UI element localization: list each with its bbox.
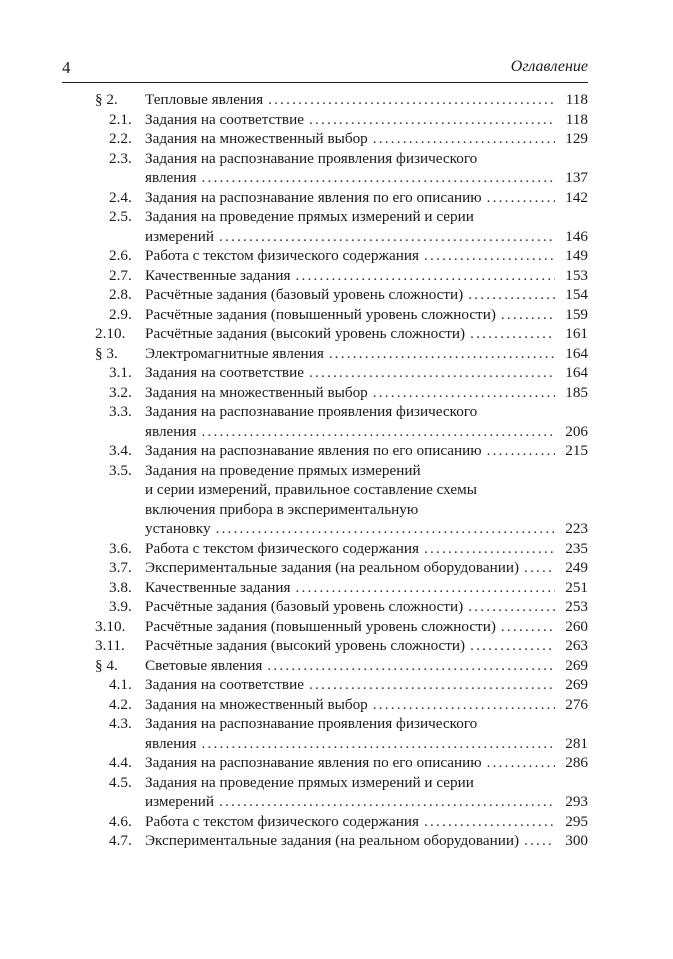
toc-entry-title: Работа с текстом физического содержания bbox=[145, 247, 419, 264]
toc-entry-number: 3.5. bbox=[109, 461, 132, 479]
dot-leader bbox=[219, 792, 555, 812]
toc-entry-number: 4.7. bbox=[109, 832, 132, 849]
toc-page-number: 286 bbox=[565, 754, 588, 771]
dot-leader bbox=[309, 110, 555, 130]
toc-subsection-entry[interactable] bbox=[95, 773, 588, 812]
toc-entry-title: Экспериментальные задания (на реальном оборудовании) bbox=[145, 559, 520, 576]
toc-subsection-entry[interactable] bbox=[95, 753, 588, 773]
toc-entry-number: 2.4. bbox=[109, 188, 132, 206]
toc-line-content bbox=[145, 324, 588, 344]
toc-section-entry[interactable] bbox=[95, 656, 588, 676]
toc-line bbox=[95, 480, 588, 500]
toc-line-content bbox=[145, 207, 588, 227]
toc-entry-title: Расчётные задания (базовый уровень сложности) bbox=[145, 286, 464, 303]
dot-leader bbox=[424, 246, 555, 266]
toc-line-content bbox=[145, 597, 588, 617]
toc-line-content bbox=[145, 285, 588, 305]
toc-section-entry[interactable] bbox=[95, 344, 588, 364]
toc-line bbox=[95, 422, 588, 442]
toc-subsection-entry[interactable] bbox=[95, 188, 588, 208]
toc-page-number: 269 bbox=[565, 656, 588, 674]
toc-line bbox=[95, 227, 588, 247]
toc-entry-title: явления bbox=[145, 169, 197, 186]
toc-entry-number: 2.6. bbox=[109, 247, 132, 264]
toc-subsection-entry[interactable] bbox=[95, 597, 588, 617]
toc-line-content bbox=[145, 227, 588, 247]
toc-page-number: 154 bbox=[565, 286, 588, 303]
toc-entry-number: 2.9. bbox=[109, 305, 132, 323]
toc-entry-title: Работа с текстом физического содержания bbox=[145, 539, 419, 557]
toc-page-number: 164 bbox=[565, 364, 588, 381]
toc-page-number: 159 bbox=[565, 305, 588, 323]
dot-leader bbox=[216, 519, 555, 539]
dot-leader bbox=[424, 812, 555, 832]
dot-leader bbox=[309, 363, 555, 383]
toc-line bbox=[95, 383, 588, 403]
toc-line bbox=[95, 753, 588, 773]
toc-subsection-entry[interactable] bbox=[95, 305, 588, 325]
toc-page-number: 137 bbox=[565, 169, 588, 186]
toc-subsection-entry[interactable] bbox=[95, 539, 588, 559]
toc-page-number: 263 bbox=[565, 637, 588, 654]
toc-line-content bbox=[145, 149, 588, 169]
dot-leader bbox=[470, 636, 555, 656]
toc-line bbox=[95, 500, 588, 520]
dot-leader bbox=[424, 539, 555, 559]
toc-line bbox=[95, 266, 588, 286]
toc-entry-number: 3.4. bbox=[109, 442, 132, 459]
running-title: Оглавление bbox=[510, 58, 588, 75]
toc-entry-title: Работа с текстом физического содержания bbox=[145, 812, 419, 830]
toc-entry-number: 4.4. bbox=[109, 754, 132, 771]
toc-line-content bbox=[145, 461, 588, 481]
toc-line-content bbox=[145, 714, 588, 734]
toc-page-number: 223 bbox=[565, 520, 588, 537]
toc-line-content bbox=[145, 675, 588, 695]
toc-page-number: 276 bbox=[565, 695, 588, 713]
dot-leader bbox=[202, 422, 555, 442]
toc-entry-title: Расчётные задания (повышенный уровень сложности) bbox=[145, 305, 496, 323]
dot-leader bbox=[373, 129, 555, 149]
toc-line bbox=[95, 519, 588, 539]
toc-entry-number: 4.2. bbox=[109, 695, 132, 713]
toc-page-number: 215 bbox=[565, 442, 588, 459]
toc-page-number: 142 bbox=[565, 188, 588, 206]
toc-subsection-entry[interactable] bbox=[95, 695, 588, 715]
toc-line-content bbox=[145, 90, 588, 110]
toc-line-content bbox=[145, 188, 588, 208]
toc-subsection-entry[interactable] bbox=[95, 831, 588, 851]
toc-entry-title: включения прибора в экспериментальную bbox=[145, 500, 419, 518]
toc-page-number: 206 bbox=[565, 422, 588, 440]
toc-entry-title: Световые явления bbox=[145, 656, 263, 674]
toc-entry-title: Задания на множественный выбор bbox=[145, 130, 368, 147]
toc-line bbox=[95, 792, 588, 812]
toc-line bbox=[95, 188, 588, 208]
toc-subsection-entry[interactable] bbox=[95, 383, 588, 403]
toc-entry-title: установку bbox=[145, 520, 211, 537]
toc-page-number: 281 bbox=[565, 734, 588, 752]
toc-line-content bbox=[145, 344, 588, 364]
toc-entry-title: явления bbox=[145, 422, 197, 440]
toc-entry-title: Задания на распознавание проявления физического bbox=[145, 403, 478, 420]
toc-page-number: 153 bbox=[565, 266, 588, 284]
dot-leader bbox=[309, 675, 555, 695]
toc-line-content bbox=[145, 441, 588, 461]
dot-leader bbox=[468, 285, 555, 305]
toc-entry-title: Задания на распознавание проявления физического bbox=[145, 149, 478, 167]
toc-entry-number: 3.6. bbox=[109, 539, 132, 557]
toc-page-number: 235 bbox=[565, 539, 588, 557]
toc-line bbox=[95, 636, 588, 656]
toc-line-content bbox=[145, 773, 588, 793]
toc-line-content bbox=[145, 558, 588, 578]
toc-line bbox=[95, 207, 588, 227]
toc-subsection-entry[interactable] bbox=[95, 207, 588, 246]
toc-entry-title: Расчётные задания (высокий уровень сложности) bbox=[145, 637, 466, 654]
toc-entry-title: измерений bbox=[145, 227, 214, 245]
toc-entry-number: § 4. bbox=[95, 656, 118, 674]
toc-subsection-entry[interactable] bbox=[95, 285, 588, 305]
toc-line bbox=[95, 773, 588, 793]
toc-line bbox=[95, 168, 588, 188]
dot-leader bbox=[487, 188, 555, 208]
toc-entry-number: 4.6. bbox=[109, 812, 132, 830]
toc-page-number: 260 bbox=[565, 617, 588, 635]
toc-entry-title: Задания на распознавание явления по его описанию bbox=[145, 442, 482, 459]
toc-entry-title: Расчётные задания (высокий уровень сложности) bbox=[145, 325, 466, 342]
toc-line bbox=[95, 695, 588, 715]
dot-leader bbox=[202, 168, 555, 188]
toc-entry-title: Электромагнитные явления bbox=[145, 344, 324, 362]
dot-leader bbox=[295, 266, 555, 286]
toc-line bbox=[95, 831, 588, 851]
table-of-contents bbox=[95, 90, 588, 851]
toc-entry-title: Задания на распознавание проявления физического bbox=[145, 715, 478, 732]
toc-subsection-entry[interactable] bbox=[95, 714, 588, 753]
toc-line bbox=[95, 90, 588, 110]
toc-entry-number: 4.1. bbox=[109, 676, 132, 693]
toc-entry-number: 3.1. bbox=[109, 364, 132, 381]
toc-line bbox=[95, 714, 588, 734]
toc-line-content bbox=[145, 480, 588, 500]
toc-entry-title: Качественные задания bbox=[145, 266, 291, 284]
dot-leader bbox=[373, 695, 555, 715]
dot-leader bbox=[524, 831, 555, 851]
toc-page-number: 251 bbox=[565, 578, 588, 596]
toc-entry-title: Задания на проведение прямых измерений и серии bbox=[145, 773, 474, 791]
toc-page-number: 293 bbox=[565, 793, 588, 810]
toc-line bbox=[95, 656, 588, 676]
toc-page-number: 185 bbox=[565, 383, 588, 401]
toc-subsection-entry[interactable] bbox=[95, 578, 588, 598]
toc-line bbox=[95, 324, 588, 344]
toc-line-content bbox=[145, 753, 588, 773]
toc-line bbox=[95, 812, 588, 832]
toc-entry-number: 2.3. bbox=[109, 149, 132, 167]
dot-leader bbox=[501, 305, 555, 325]
toc-subsection-entry[interactable] bbox=[95, 246, 588, 266]
dot-leader bbox=[468, 597, 555, 617]
toc-line-content bbox=[145, 812, 588, 832]
toc-line-content bbox=[145, 695, 588, 715]
toc-subsection-entry[interactable] bbox=[95, 461, 588, 539]
toc-line-content bbox=[145, 168, 588, 188]
toc-entry-title: Задания на соответствие bbox=[145, 110, 304, 128]
toc-entry-number: 2.5. bbox=[109, 208, 132, 225]
toc-line bbox=[95, 363, 588, 383]
toc-entry-number: 2.8. bbox=[109, 286, 132, 303]
dot-leader bbox=[267, 656, 555, 676]
toc-line bbox=[95, 129, 588, 149]
toc-subsection-entry[interactable] bbox=[95, 324, 588, 344]
toc-subsection-entry[interactable] bbox=[95, 363, 588, 383]
toc-page-number: 295 bbox=[565, 812, 588, 830]
toc-entry-title: явления bbox=[145, 734, 197, 752]
toc-entry-number: 3.7. bbox=[109, 559, 132, 576]
toc-line-content bbox=[145, 831, 588, 851]
toc-line-content bbox=[145, 734, 588, 754]
toc-entry-number: 4.5. bbox=[109, 773, 132, 791]
toc-line bbox=[95, 734, 588, 754]
toc-entry-number: § 3. bbox=[95, 344, 118, 362]
toc-entry-title: Задания на распознавание явления по его описанию bbox=[145, 188, 482, 206]
toc-line bbox=[95, 441, 588, 461]
toc-entry-number: 3.11. bbox=[95, 637, 125, 654]
dot-leader bbox=[470, 324, 555, 344]
toc-line-content bbox=[145, 246, 588, 266]
dot-leader bbox=[219, 227, 555, 247]
toc-entry-number: 4.3. bbox=[109, 715, 132, 732]
toc-line bbox=[95, 461, 588, 481]
toc-page-number: 300 bbox=[565, 832, 588, 849]
toc-line bbox=[95, 539, 588, 559]
toc-entry-title: Расчётные задания (базовый уровень сложности) bbox=[145, 598, 464, 615]
toc-line-content bbox=[145, 578, 588, 598]
toc-page-number: 146 bbox=[565, 227, 588, 245]
toc-line-content bbox=[145, 266, 588, 286]
toc-subsection-entry[interactable] bbox=[95, 636, 588, 656]
toc-subsection-entry[interactable] bbox=[95, 266, 588, 286]
toc-entry-title: Задания на соответствие bbox=[145, 364, 304, 381]
toc-subsection-entry[interactable] bbox=[95, 675, 588, 695]
toc-page-number: 249 bbox=[565, 559, 588, 576]
toc-entry-title: Задания на распознавание явления по его описанию bbox=[145, 754, 482, 771]
toc-page-number: 129 bbox=[565, 130, 588, 147]
toc-line bbox=[95, 246, 588, 266]
toc-line-content bbox=[145, 519, 588, 539]
running-header bbox=[62, 58, 588, 83]
toc-line-content bbox=[145, 129, 588, 149]
dot-leader bbox=[329, 344, 555, 364]
toc-entry-title: Расчётные задания (повышенный уровень сложности) bbox=[145, 617, 496, 635]
toc-line bbox=[95, 149, 588, 169]
toc-line bbox=[95, 597, 588, 617]
dot-leader bbox=[487, 441, 555, 461]
toc-entry-number: 3.10. bbox=[95, 617, 126, 635]
dot-leader bbox=[501, 617, 555, 637]
toc-entry-number: § 2. bbox=[95, 91, 118, 108]
toc-line bbox=[95, 402, 588, 422]
dot-leader bbox=[487, 753, 555, 773]
toc-entry-number: 2.10. bbox=[95, 325, 126, 342]
toc-line-content bbox=[145, 617, 588, 637]
toc-entry-number: 3.8. bbox=[109, 578, 132, 596]
toc-page-number: 253 bbox=[565, 598, 588, 615]
toc-line-content bbox=[145, 383, 588, 403]
toc-page-number: 149 bbox=[565, 247, 588, 264]
page-number: 4 bbox=[62, 58, 71, 77]
toc-entry-title: Тепловые явления bbox=[145, 91, 264, 108]
toc-subsection-entry[interactable] bbox=[95, 129, 588, 149]
toc-line-content bbox=[145, 636, 588, 656]
toc-entry-number: 3.3. bbox=[109, 403, 132, 420]
toc-line-content bbox=[145, 363, 588, 383]
toc-entry-title: Качественные задания bbox=[145, 578, 291, 596]
toc-entry-number: 3.9. bbox=[109, 598, 132, 615]
toc-entry-number: 3.2. bbox=[109, 383, 132, 401]
toc-page-number: 118 bbox=[565, 91, 588, 108]
toc-entry-title: Экспериментальные задания (на реальном оборудовании) bbox=[145, 832, 520, 849]
toc-line bbox=[95, 344, 588, 364]
toc-subsection-entry[interactable] bbox=[95, 402, 588, 441]
toc-line-content bbox=[145, 539, 588, 559]
toc-page-number: 269 bbox=[565, 676, 588, 693]
toc-line bbox=[95, 617, 588, 637]
toc-entry-title: Задания на множественный выбор bbox=[145, 695, 368, 713]
toc-subsection-entry[interactable] bbox=[95, 617, 588, 637]
toc-entry-title: измерений bbox=[145, 793, 214, 810]
toc-line-content bbox=[145, 792, 588, 812]
toc-line bbox=[95, 675, 588, 695]
toc-entry-title: Задания на множественный выбор bbox=[145, 383, 368, 401]
toc-line bbox=[95, 305, 588, 325]
dot-leader bbox=[202, 734, 555, 754]
toc-line-content bbox=[145, 422, 588, 442]
toc-page-number: 164 bbox=[565, 344, 588, 362]
toc-line-content bbox=[145, 110, 588, 130]
toc-subsection-entry[interactable] bbox=[95, 558, 588, 578]
toc-section-entry[interactable] bbox=[95, 90, 588, 110]
dot-leader bbox=[295, 578, 555, 598]
toc-line bbox=[95, 110, 588, 130]
toc-line bbox=[95, 578, 588, 598]
dot-leader bbox=[373, 383, 555, 403]
toc-subsection-entry[interactable] bbox=[95, 149, 588, 188]
toc-subsection-entry[interactable] bbox=[95, 110, 588, 130]
toc-entry-number: 2.2. bbox=[109, 130, 132, 147]
toc-entry-title: Задания на соответствие bbox=[145, 676, 304, 693]
toc-line-content bbox=[145, 500, 588, 520]
toc-line-content bbox=[145, 656, 588, 676]
toc-page-number: 118 bbox=[565, 110, 588, 128]
toc-entry-title: и серии измерений, правильное составление схемы bbox=[145, 481, 477, 498]
toc-entry-number: 2.1. bbox=[109, 110, 132, 128]
toc-page-number: 161 bbox=[565, 325, 588, 342]
toc-entry-title: Задания на проведение прямых измерений bbox=[145, 461, 421, 479]
toc-subsection-entry[interactable] bbox=[95, 441, 588, 461]
toc-line bbox=[95, 558, 588, 578]
toc-line bbox=[95, 285, 588, 305]
toc-entry-title: Задания на проведение прямых измерений и серии bbox=[145, 208, 474, 225]
toc-subsection-entry[interactable] bbox=[95, 812, 588, 832]
dot-leader bbox=[524, 558, 555, 578]
dot-leader bbox=[268, 90, 555, 110]
toc-line-content bbox=[145, 402, 588, 422]
toc-entry-number: 2.7. bbox=[109, 266, 132, 284]
toc-line-content bbox=[145, 305, 588, 325]
